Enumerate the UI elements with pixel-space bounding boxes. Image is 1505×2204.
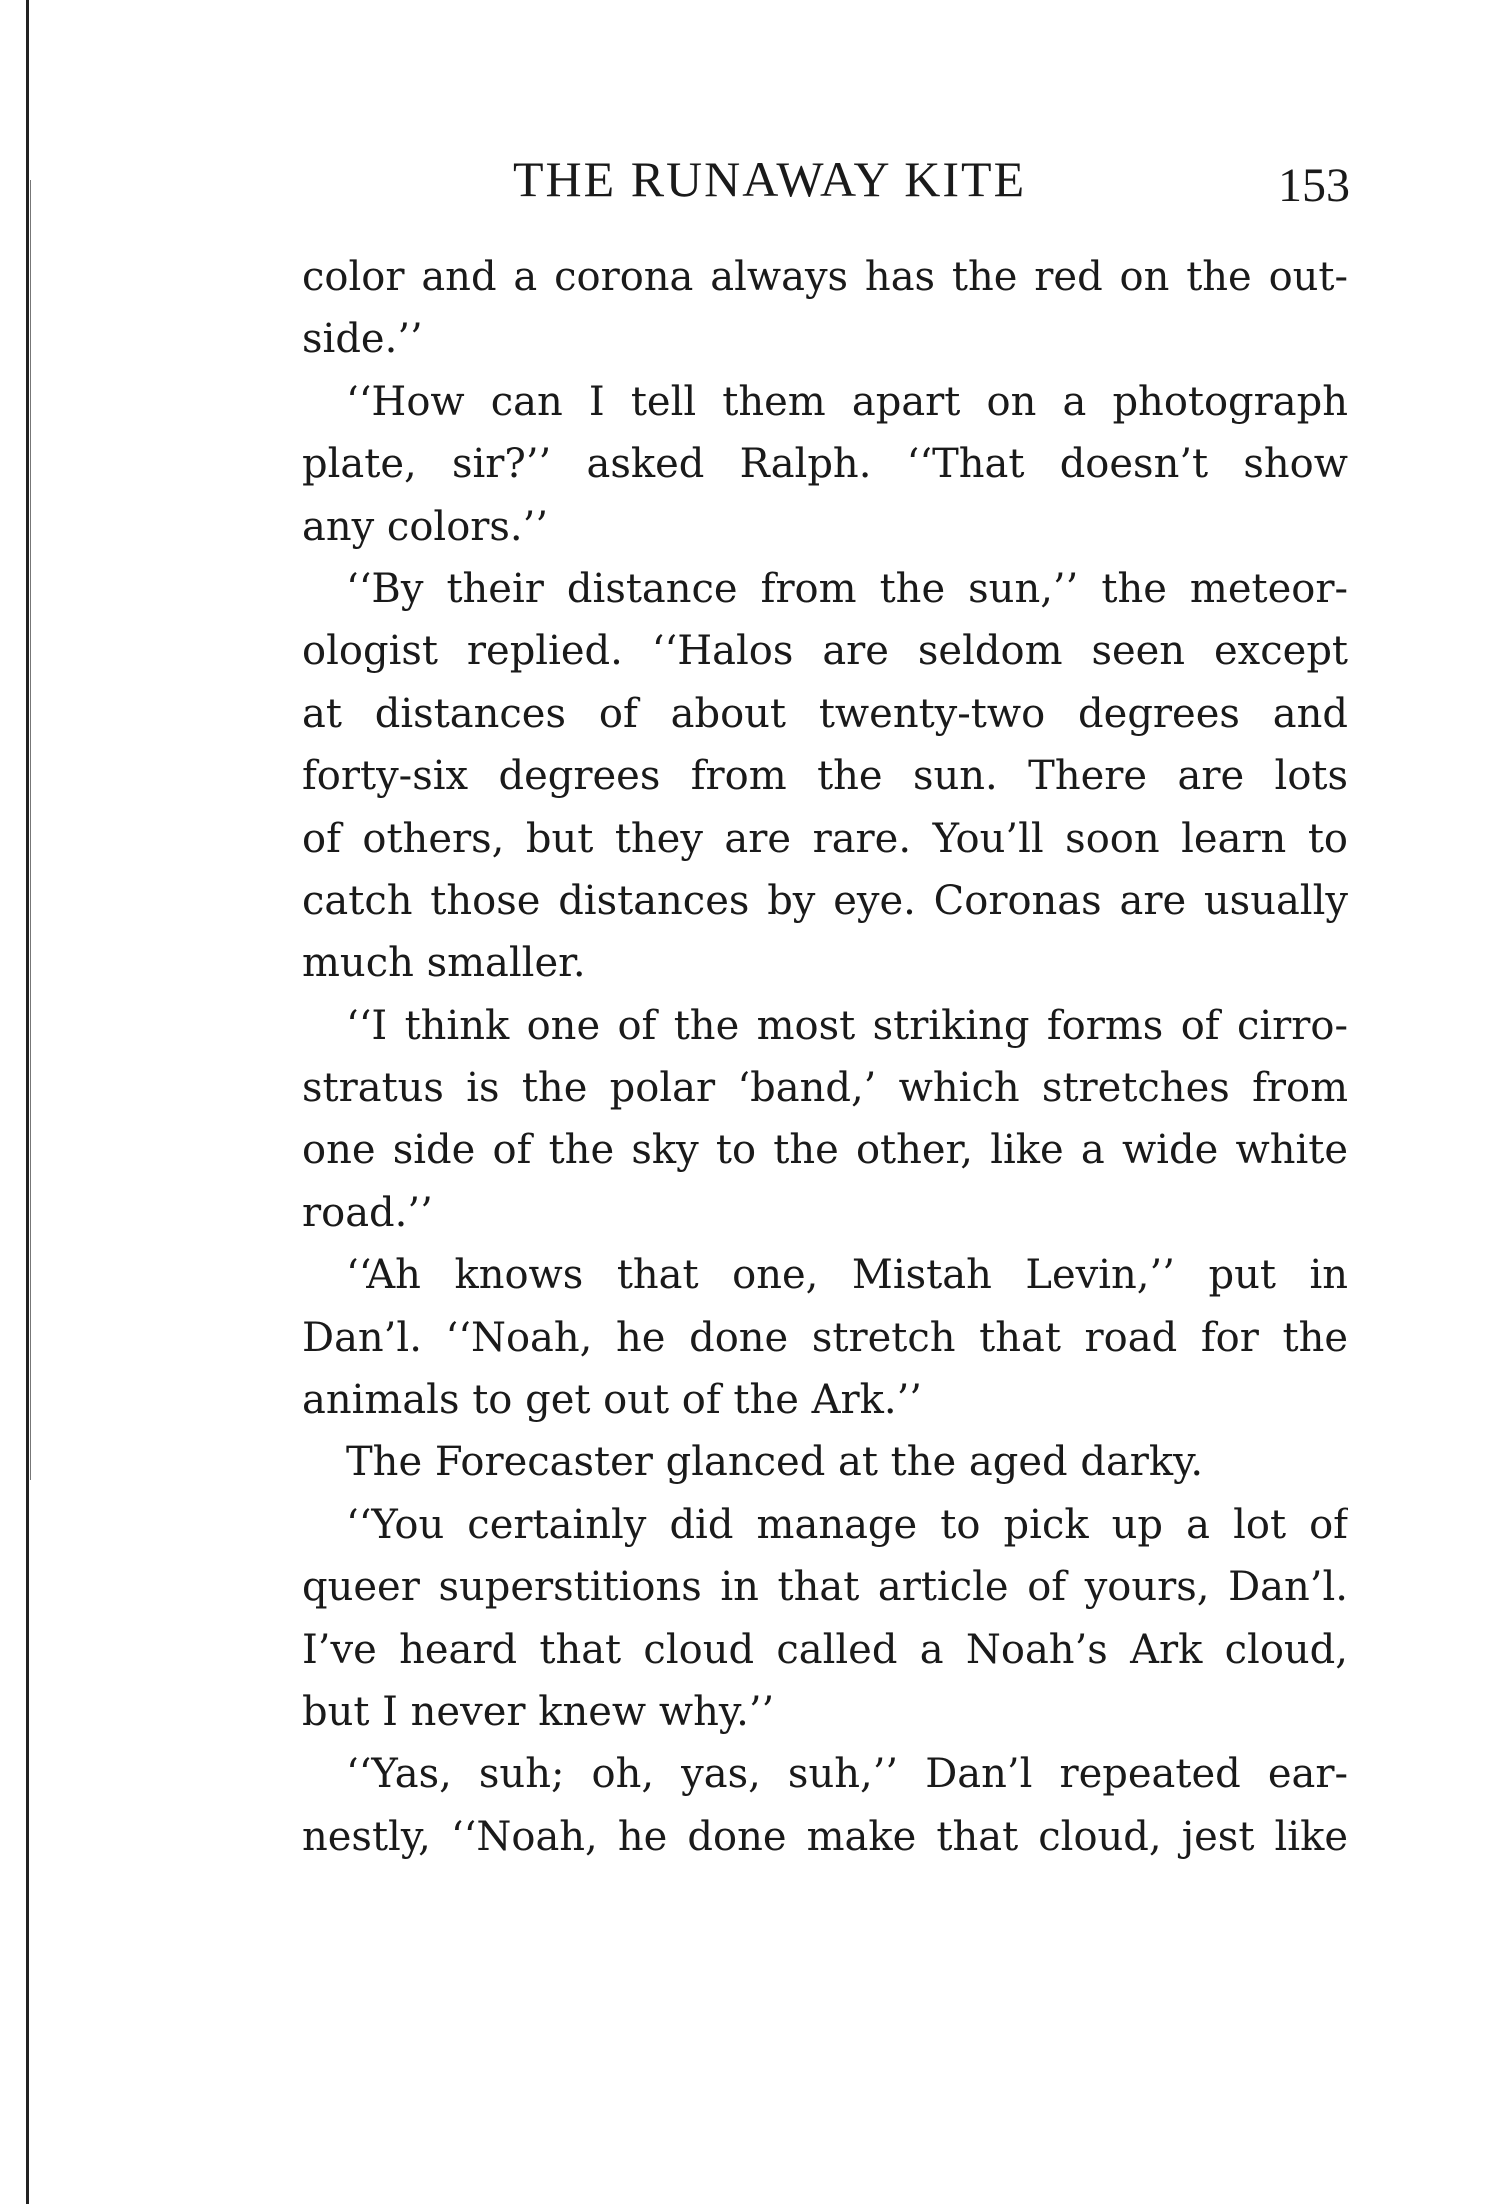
text-line: ‘‘Ah knows that one, Mistah Levin,’’ put in [346,1252,1348,1299]
page-edge-shadow [30,180,31,1480]
text-line: any colors.’’ [302,503,549,550]
page-edge-line [26,0,29,2204]
text-line: ‘‘By their distance from the sun,’’ the meteor- [346,565,1348,612]
text-line: Dan’l. ‘‘Noah, he done stretch that road for the [302,1314,1348,1361]
text-line: much smaller. [302,940,586,987]
text-line: ‘‘Yas, suh; oh, yas, suh,’’ Dan’l repeated ear- [346,1751,1348,1798]
text-line: catch those distances by eye. Coronas are usually [302,877,1348,924]
text-line: side.’’ [302,316,423,363]
text-line: color and a corona always has the red on the out- [302,254,1348,300]
text-line: ‘‘I think one of the most striking forms of cirro- [346,1002,1348,1049]
text-line: ‘‘How can I tell them apart on a photograph [346,378,1348,425]
text-line: ‘‘You certainly did manage to pick up a lot of [346,1501,1348,1548]
running-head [300,150,1350,220]
text-line: ologist replied. ‘‘Halos are seldom seen except [302,628,1348,675]
text-line: animals to get out of the Ark.’’ [302,1377,922,1424]
text-line: The Forecaster glanced at the aged darky. [346,1439,1204,1486]
text-line: but I never knew why.’’ [302,1688,775,1735]
text-line: stratus is the polar ‘band,’ which stretches from [302,1065,1348,1112]
text-line: road.’’ [302,1189,433,1236]
text-line: queer superstitions in that article of yours, Dan’l. [302,1564,1348,1611]
page-number: 153 [1278,159,1350,212]
running-title: THE RUNAWAY KITE [513,151,1027,207]
text-line: plate, sir?’’ asked Ralph. ‘‘That doesn’t show [302,441,1348,488]
text-line: one side of the sky to the other, like a wide white [302,1127,1348,1174]
text-line: forty-six degrees from the sun. There are lots [302,753,1348,800]
text-line: of others, but they are rare. You’ll soon learn to [302,815,1348,862]
body-text [302,246,1348,1868]
text-line: at distances of about twenty-two degrees and [302,690,1348,737]
text-line: I’ve heard that cloud called a Noah’s Ark cloud, [302,1626,1348,1673]
text-line: nestly, ‘‘Noah, he done make that cloud, jest like [302,1813,1348,1860]
